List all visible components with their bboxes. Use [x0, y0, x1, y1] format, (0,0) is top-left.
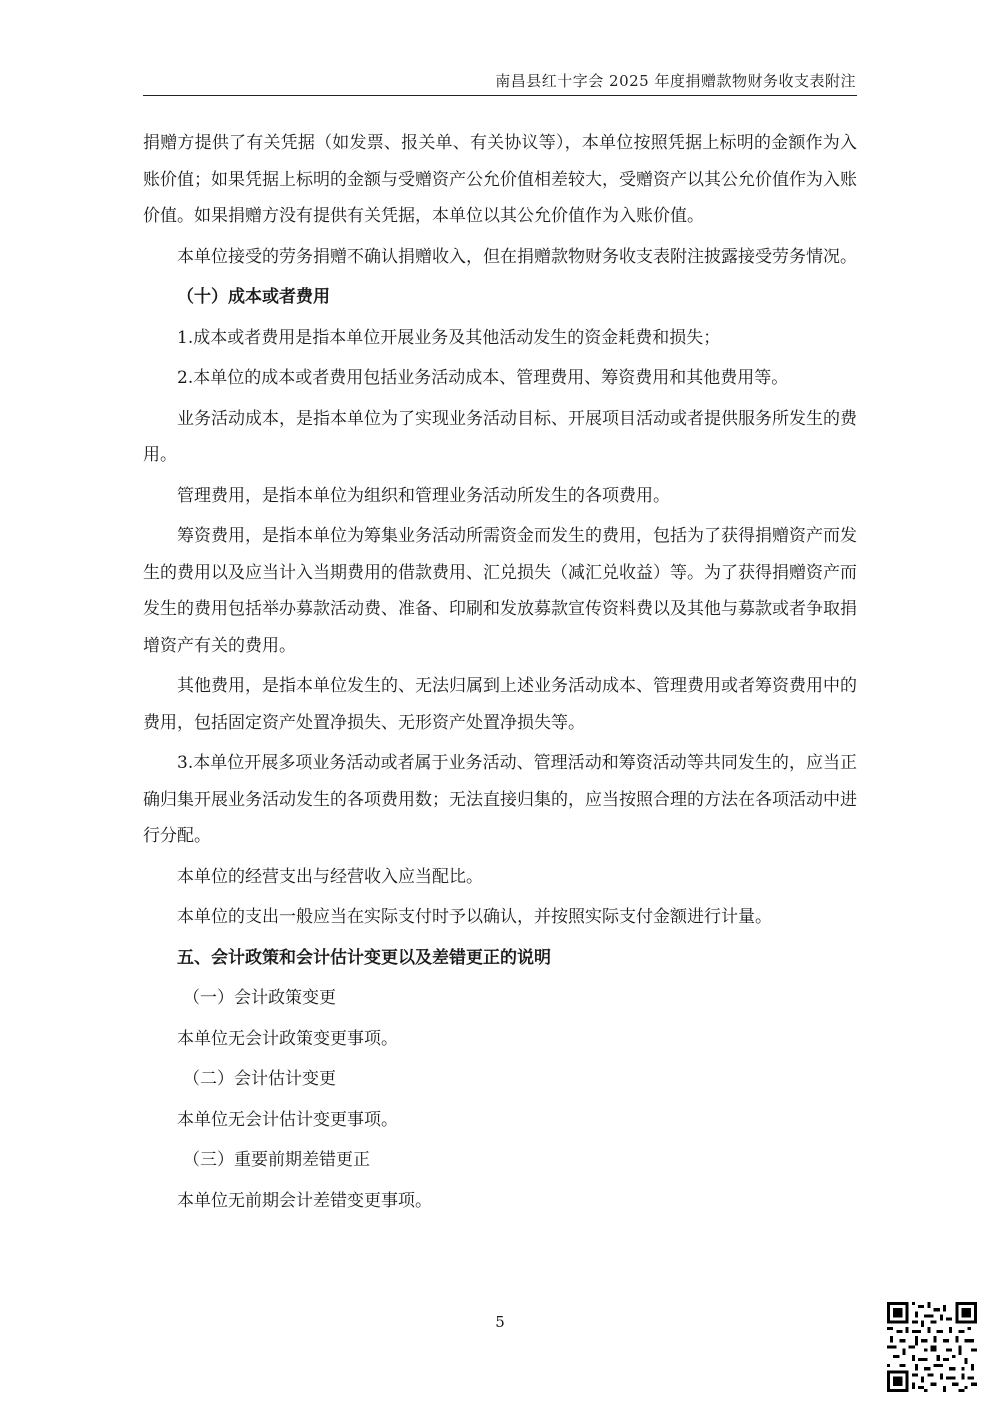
header-divider [143, 95, 857, 96]
paragraph: 本单位无会计估计变更事项。 [177, 1109, 398, 1130]
document-header: 南昌县红十字会 2025 年度捐赠款物财务收支表附注 [495, 72, 856, 90]
paragraph: 2.本单位的成本或者费用包括业务活动成本、管理费用、筹资费用和其他费用等。 [177, 368, 789, 388]
paragraph: 3.本单位开展多项业务活动或者属于业务活动、管理活动和筹资活动等共同发生的，应当正确归集开展业务活动发生的各项费用数；无法直接归集的，应当按照合理的方法在各项活动中进行分配。 [143, 753, 857, 846]
document-body [143, 125, 857, 1219]
paragraph: 本单位的经营支出与经营收入应当配比。 [177, 866, 483, 887]
paragraph: 筹资费用，是指本单位为筹集业务活动所需资金而发生的费用，包括为了获得捐赠资产而发生的费用以及应当计入当期费用的借款费用、汇兑损失（减汇兑收益）等。为了获得捐赠资产而发生的费用包括举办募款活动费、准备、印刷和发放募款宣传资料费以及其他与募款或者争取捐增资产有关的费用。 [143, 526, 857, 656]
paragraph: 捐赠方提供了有关凭据（如发票、报关单、有关协议等），本单位按照凭据上标明的金额作为入账价值；如果凭据上标明的金额与受赠资产公允价值相差较大，受赠资产以其公允价值作为入账价值。如果捐赠方没有提供有关凭据，本单位以其公允价值作为入账价值。 [143, 133, 857, 226]
qr-code-icon [887, 1302, 977, 1392]
page-number: 5 [495, 1313, 505, 1331]
paragraph: 本单位接受的劳务捐赠不确认捐赠收入，但在捐赠款物财务收支表附注披露接受劳务情况。 [177, 246, 857, 267]
section-heading: （十）成本或者费用 [177, 287, 330, 307]
paragraph: 本单位的支出一般应当在实际支付时予以确认，并按照实际支付金额进行计量。 [177, 907, 772, 927]
paragraph: 本单位无会计政策变更事项。 [177, 1028, 398, 1049]
paragraph: 管理费用，是指本单位为组织和管理业务活动所发生的各项费用。 [177, 485, 670, 506]
subsection-heading: （二）会计估计变更 [183, 1069, 336, 1089]
paragraph: 其他费用，是指本单位发生的、无法归属到上述业务活动成本、管理费用或者筹资费用中的费用，包括固定资产处置净损失、无形资产处置净损失等。 [143, 676, 857, 733]
chapter-heading: 五、会计政策和会计估计变更以及差错更正的说明 [177, 947, 551, 968]
paragraph: 本单位无前期会计差错变更事项。 [177, 1190, 432, 1211]
paragraph: 业务活动成本，是指本单位为了实现业务活动目标、开展项目活动或者提供服务所发生的费用。 [143, 408, 857, 465]
paragraph: 1.成本或者费用是指本单位开展业务及其他活动发生的资金耗费和损失； [177, 327, 721, 348]
subsection-heading: （一）会计政策变更 [183, 988, 336, 1008]
subsection-heading: （三）重要前期差错更正 [183, 1150, 370, 1170]
